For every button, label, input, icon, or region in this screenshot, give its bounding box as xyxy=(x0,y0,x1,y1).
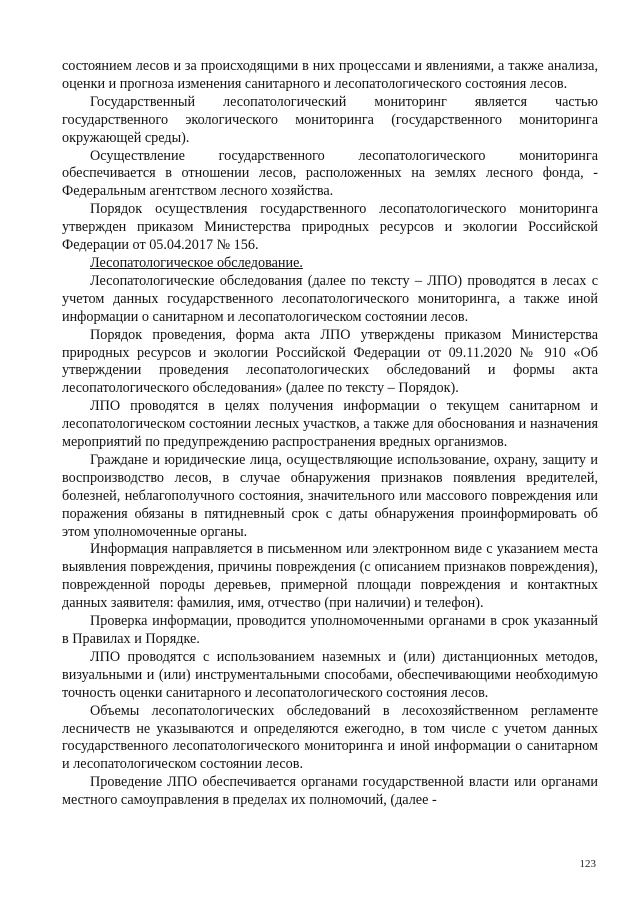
page-number: 123 xyxy=(579,858,596,870)
paragraph: Информация направляется в письменном или электронном виде с указанием места выявления повреждения, причины повреждения (с описанием признаков повреждения), поврежденной породы деревьев, примерной площади повреждения и контактных данных заявителя: фамилия, имя, отчество (при наличии) и телефон). xyxy=(62,541,598,612)
paragraph: Порядок проведения, форма акта ЛПО утверждены приказом Министерства природных ресурсов и экологии Российской Федерации от 09.11.2020 № 910 «Об утверждении проведения лесопатологических обследований и формы акта лесопатологического обследования» (далее по тексту – Порядок). xyxy=(62,326,598,397)
paragraph-last: Проведение ЛПО обеспечивается органами государственной власти или органами местного самоуправления в пределах их полномочий, (далее - xyxy=(62,774,598,809)
document-page xyxy=(62,58,598,810)
paragraph: Порядок осуществления государственного лесопатологического мониторинга утвержден приказом Министерства природных ресурсов и экологии Российской Федерации от 05.04.2017 № 156. xyxy=(62,201,598,254)
paragraph: Граждане и юридические лица, осуществляющие использование, охрану, защиту и воспроизводство лесов, в случае обнаружения признаков появления вредителей, болезней, неблагополучного состояния, значительного или массового повреждения или поражения обязаны в пятидневный срок с даты обнаружения проинформировать об этом уполномоченные органы. xyxy=(62,451,598,540)
paragraph: Проверка информации, проводится уполномоченными органами в срок указанный в Правилах и Порядке. xyxy=(62,613,598,647)
section-heading-text: Лесопатологическое обследование. xyxy=(90,254,303,271)
paragraph-continuation: состоянием лесов и за происходящими в них процессами и явлениями, а также анализа, оценки и прогноза изменения санитарного и лесопатологического состояния лесов. xyxy=(62,58,598,92)
paragraph: Государственный лесопатологический мониторинг является частью государственного экологического мониторинга (государственного мониторинга окружающей среды). xyxy=(62,93,598,146)
paragraph: Осуществление государственного лесопатологического мониторинга обеспечивается в отношении лесов, расположенных на землях лесного фонда, - Федеральным агентством лесного хозяйства. xyxy=(62,147,598,200)
paragraph: Лесопатологические обследования (далее по тексту – ЛПО) проводятся в лесах с учетом данных государственного лесопатологического мониторинга, а также иной информации о санитарном и лесопатологическом состоянии лесов. xyxy=(62,272,598,325)
section-heading xyxy=(62,255,598,273)
paragraph: Объемы лесопатологических обследований в лесохозяйственном регламенте лесничеств не указываются и определяются ежегодно, в том числе с учетом данных государственного лесопатологического мониторинга и иной информации о санитарном и лесопатологическом состоянии лесов. xyxy=(62,702,598,773)
paragraph: ЛПО проводятся в целях получения информации о текущем санитарном и лесопатологическом состоянии лесных участков, а также для обоснования и назначения мероприятий по предупреждению распространения вредных организмов. xyxy=(62,398,598,451)
paragraph: ЛПО проводятся с использованием наземных и (или) дистанционных методов, визуальными и (или) инструментальными способами, обеспечивающими необходимую точность оценки санитарного и лесопатологического состояния лесов. xyxy=(62,648,598,701)
